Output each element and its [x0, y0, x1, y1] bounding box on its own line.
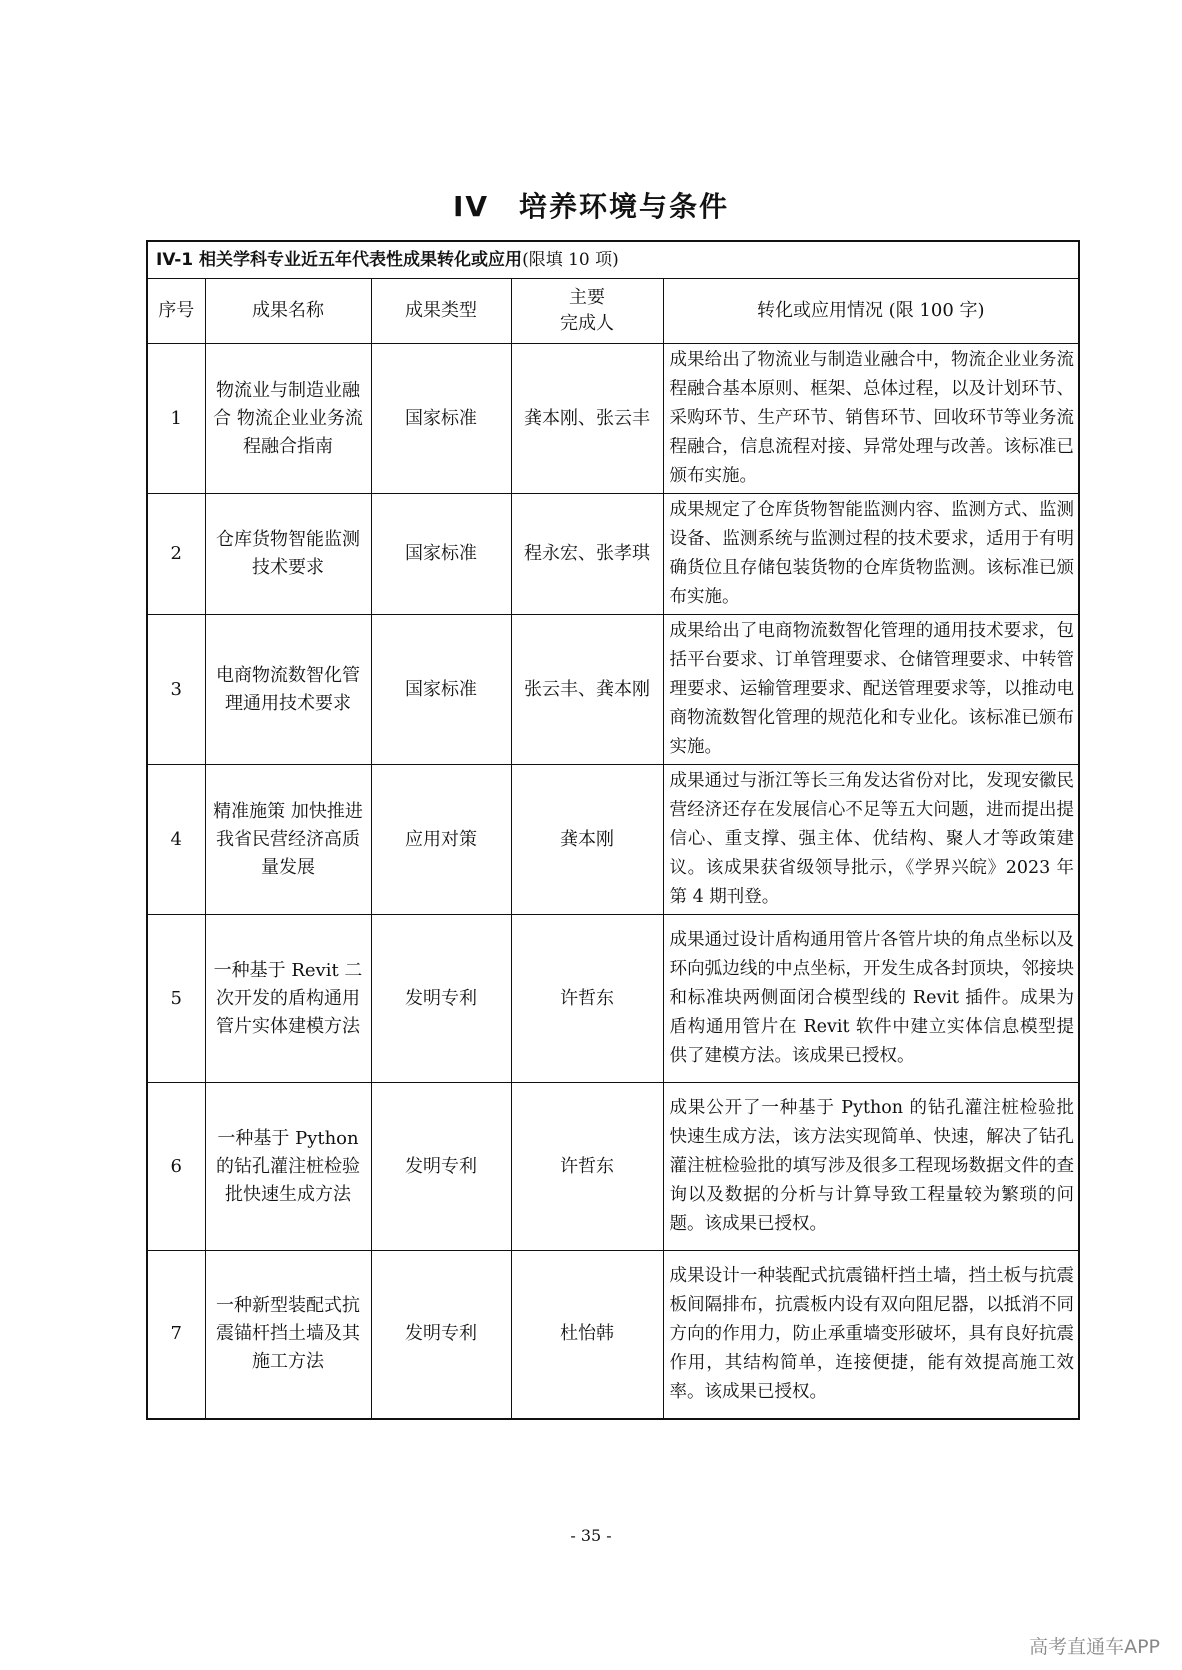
- cell-authors: 许哲东: [511, 915, 663, 1083]
- cell-application: 成果通过设计盾构通用管片各管片块的角点坐标以及环向弧边线的中点坐标，开发生成各封顶块，邻接块和标准块两侧面闭合模型线的 Revit 插件。成果为盾构通用管片在 Revit 软件中建立实体信息模型提供了建模方法。该成果已授权。: [663, 915, 1079, 1083]
- table-row: [147, 915, 1079, 1083]
- page-title: IV 培养环境与条件: [452, 190, 730, 223]
- cell-index: 5: [147, 915, 205, 1083]
- table-row: [147, 344, 1079, 494]
- cell-index: 4: [147, 765, 205, 915]
- cell-name: 精准施策 加快推进我省民营经济高质量发展: [205, 765, 371, 915]
- cell-type: 国家标准: [371, 615, 511, 765]
- section-note: (限填 10 项): [522, 250, 619, 270]
- cell-authors: 龚本刚、张云丰: [511, 344, 663, 494]
- cell-index: 2: [147, 494, 205, 615]
- col-header-authors-line2: 完成人: [560, 313, 614, 334]
- cell-authors: 张云丰、龚本刚: [511, 615, 663, 765]
- cell-type: 发明专利: [371, 915, 511, 1083]
- cell-type: 应用对策: [371, 765, 511, 915]
- cell-name: 物流业与制造业融合 物流企业业务流程融合指南: [205, 344, 371, 494]
- cell-application: 成果公开了一种基于 Python 的钻孔灌注桩检验批快速生成方法，该方法实现简单、快速，解决了钻孔灌注桩检验批的填写涉及很多工程现场数据文件的查询以及数据的分析与计算导致工程量较为繁琐的问题。该成果已授权。: [663, 1083, 1079, 1251]
- section-title: IV-1 相关学科专业近五年代表性成果转化或应用: [156, 250, 523, 270]
- cell-authors: 程永宏、张孝琪: [511, 494, 663, 615]
- cell-type: 发明专利: [371, 1251, 511, 1419]
- cell-name: 仓库货物智能监测技术要求: [205, 494, 371, 615]
- cell-index: 1: [147, 344, 205, 494]
- cell-type: 国家标准: [371, 494, 511, 615]
- achievements-table-container: [146, 240, 1078, 1420]
- cell-index: 3: [147, 615, 205, 765]
- table-row: [147, 1083, 1079, 1251]
- cell-authors: 许哲东: [511, 1083, 663, 1251]
- table-row: [147, 494, 1079, 615]
- cell-name: 一种基于 Python 的钻孔灌注桩检验批快速生成方法: [205, 1083, 371, 1251]
- col-header-type: 成果类型: [371, 279, 511, 344]
- table-row: [147, 615, 1079, 765]
- cell-application: 成果给出了物流业与制造业融合中，物流企业业务流程融合基本原则、框架、总体过程，以及计划环节、采购环节、生产环节、销售环节、回收环节等业务流程融合，信息流程对接、异常处理与改善。该标准已颁布实施。: [663, 344, 1079, 494]
- cell-name: 一种新型装配式抗震锚杆挡土墙及其施工方法: [205, 1251, 371, 1419]
- col-header-authors: [511, 279, 663, 344]
- cell-application: 成果通过与浙江等长三角发达省份对比，发现安徽民营经济还存在发展信心不足等五大问题，进而提出提信心、重支撑、强主体、优结构、聚人才等政策建议。该成果获省级领导批示，《学界兴皖》2023 年第 4 期刊登。: [663, 765, 1079, 915]
- table-header-row: [147, 279, 1079, 344]
- cell-name: 电商物流数智化管理通用技术要求: [205, 615, 371, 765]
- achievements-table: [146, 240, 1080, 1420]
- cell-application: 成果给出了电商物流数智化管理的通用技术要求，包括平台要求、订单管理要求、仓储管理要求、中转管理要求、运输管理要求、配送管理要求等，以推动电商物流数智化管理的规范化和专业化。该标准已颁布实施。: [663, 615, 1079, 765]
- cell-index: 7: [147, 1251, 205, 1419]
- section-heading: [147, 241, 1079, 279]
- cell-authors: 杜怡韩: [511, 1251, 663, 1419]
- table-row: [147, 765, 1079, 915]
- cell-application: 成果规定了仓库货物智能监测内容、监测方式、监测设备、监测系统与监测过程的技术要求，适用于有明确货位且存储包装货物的仓库货物监测。该标准已颁布实施。: [663, 494, 1079, 615]
- col-header-index: 序号: [147, 279, 205, 344]
- page-number: - 35 -: [570, 1526, 612, 1545]
- cell-type: 发明专利: [371, 1083, 511, 1251]
- col-header-application: 转化或应用情况 (限 100 字): [663, 279, 1079, 344]
- cell-authors: 龚本刚: [511, 765, 663, 915]
- cell-type: 国家标准: [371, 344, 511, 494]
- cell-application: 成果设计一种装配式抗震锚杆挡土墙，挡土板与抗震板间隔排布，抗震板内设有双向阻尼器，以抵消不同方向的作用力，防止承重墙变形破坏，具有良好抗震作用，其结构简单，连接便捷，能有效提高施工效率。该成果已授权。: [663, 1251, 1079, 1419]
- col-header-authors-line1: 主要: [569, 287, 605, 308]
- watermark: 高考直通车APP: [1029, 1636, 1160, 1658]
- cell-index: 6: [147, 1083, 205, 1251]
- table-row: [147, 1251, 1079, 1419]
- col-header-name: 成果名称: [205, 279, 371, 344]
- cell-name: 一种基于 Revit 二次开发的盾构通用管片实体建模方法: [205, 915, 371, 1083]
